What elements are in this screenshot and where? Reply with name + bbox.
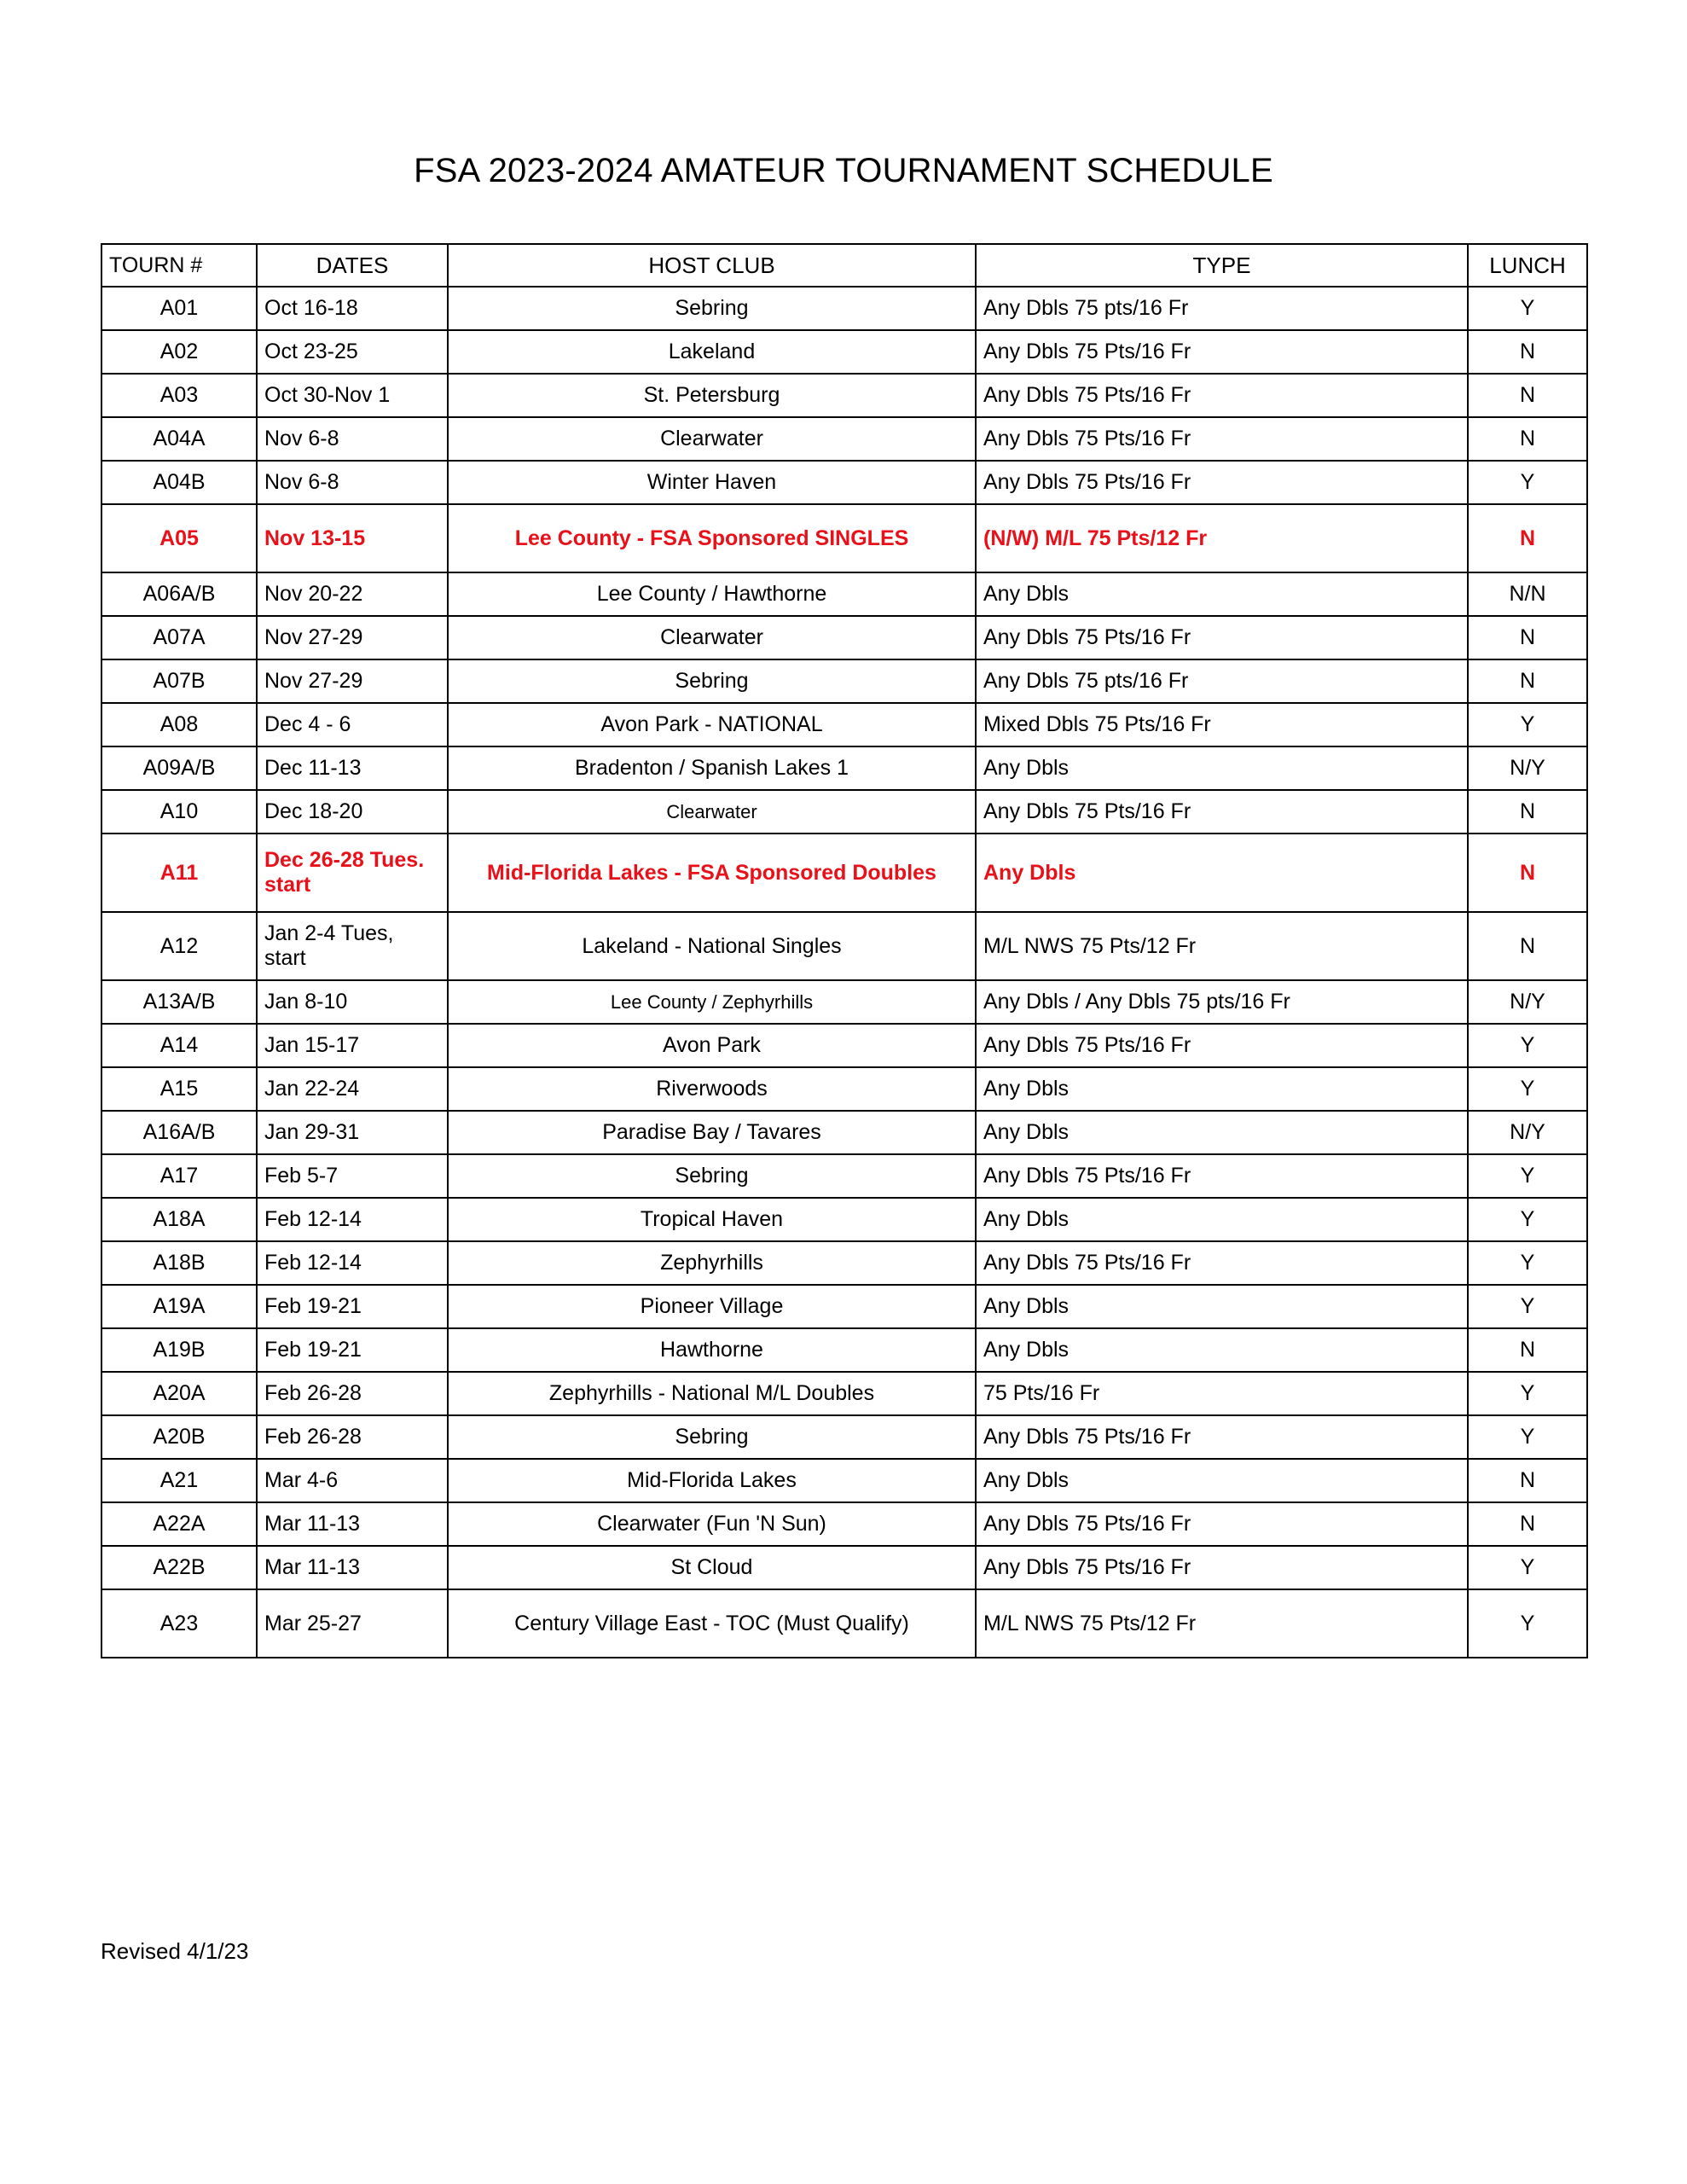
cell-dates: Feb 26-28 xyxy=(257,1415,448,1459)
cell-lunch: Y xyxy=(1468,1067,1587,1111)
cell-type: Any Dbls 75 pts/16 Fr xyxy=(976,659,1468,703)
cell-tourn: A23 xyxy=(101,1589,257,1658)
cell-type: Any Dbls xyxy=(976,1459,1468,1502)
table-row xyxy=(101,1328,1587,1372)
cell-dates: Jan 15-17 xyxy=(257,1024,448,1067)
cell-lunch: N xyxy=(1468,659,1587,703)
cell-lunch: N/N xyxy=(1468,572,1587,616)
table-body xyxy=(101,287,1587,1658)
cell-dates: Mar 11-13 xyxy=(257,1502,448,1546)
cell-tourn: A20B xyxy=(101,1415,257,1459)
table-row xyxy=(101,461,1587,504)
table-row xyxy=(101,1502,1587,1546)
cell-type: Any Dbls xyxy=(976,1198,1468,1241)
cell-tourn: A07B xyxy=(101,659,257,703)
cell-type: (N/W) M/L 75 Pts/12 Fr xyxy=(976,504,1468,572)
cell-lunch: N xyxy=(1468,1502,1587,1546)
cell-type: M/L NWS 75 Pts/12 Fr xyxy=(976,912,1468,980)
cell-tourn: A12 xyxy=(101,912,257,980)
cell-lunch: N xyxy=(1468,790,1587,834)
column-header-type: TYPE xyxy=(976,244,1468,287)
cell-lunch: Y xyxy=(1468,1241,1587,1285)
cell-type: Any Dbls xyxy=(976,1285,1468,1328)
cell-type: Any Dbls 75 Pts/16 Fr xyxy=(976,1415,1468,1459)
cell-tourn: A22A xyxy=(101,1502,257,1546)
cell-lunch: Y xyxy=(1468,1198,1587,1241)
cell-lunch: N/Y xyxy=(1468,746,1587,790)
cell-dates: Jan 8-10 xyxy=(257,980,448,1024)
cell-dates: Nov 6-8 xyxy=(257,417,448,461)
cell-dates: Mar 11-13 xyxy=(257,1546,448,1589)
table-row xyxy=(101,1459,1587,1502)
cell-host: Sebring xyxy=(448,1415,976,1459)
table-row xyxy=(101,616,1587,659)
cell-lunch: Y xyxy=(1468,1024,1587,1067)
cell-type: Any Dbls 75 Pts/16 Fr xyxy=(976,1241,1468,1285)
tournament-schedule-table xyxy=(101,243,1588,1658)
cell-dates: Dec 4 - 6 xyxy=(257,703,448,746)
cell-lunch: Y xyxy=(1468,703,1587,746)
cell-type: Any Dbls 75 Pts/16 Fr xyxy=(976,616,1468,659)
page-title: FSA 2023-2024 AMATEUR TOURNAMENT SCHEDULE xyxy=(414,152,1273,189)
cell-host: Pioneer Village xyxy=(448,1285,976,1328)
cell-type: Any Dbls 75 Pts/16 Fr xyxy=(976,790,1468,834)
table-row xyxy=(101,659,1587,703)
cell-dates: Nov 27-29 xyxy=(257,616,448,659)
table-row xyxy=(101,1415,1587,1459)
cell-tourn: A18B xyxy=(101,1241,257,1285)
cell-tourn: A19B xyxy=(101,1328,257,1372)
cell-dates: Feb 12-14 xyxy=(257,1198,448,1241)
cell-tourn: A02 xyxy=(101,330,257,374)
table-row xyxy=(101,746,1587,790)
table-row xyxy=(101,1241,1587,1285)
cell-tourn: A22B xyxy=(101,1546,257,1589)
cell-lunch: Y xyxy=(1468,1546,1587,1589)
table-row xyxy=(101,1067,1587,1111)
cell-lunch: Y xyxy=(1468,1415,1587,1459)
cell-tourn: A01 xyxy=(101,287,257,330)
cell-type: Any Dbls 75 Pts/16 Fr xyxy=(976,1154,1468,1198)
cell-dates: Dec 18-20 xyxy=(257,790,448,834)
cell-tourn: A05 xyxy=(101,504,257,572)
cell-host: Lee County / Zephyrhills xyxy=(448,980,976,1024)
cell-host: Lee County - FSA Sponsored SINGLES xyxy=(448,504,976,572)
table-row xyxy=(101,504,1587,572)
column-header-lunch: LUNCH xyxy=(1468,244,1587,287)
cell-host: Sebring xyxy=(448,287,976,330)
table-row xyxy=(101,1024,1587,1067)
cell-host: Lee County / Hawthorne xyxy=(448,572,976,616)
cell-dates: Dec 11-13 xyxy=(257,746,448,790)
cell-lunch: Y xyxy=(1468,1154,1587,1198)
cell-dates: Mar 25-27 xyxy=(257,1589,448,1658)
table-row xyxy=(101,417,1587,461)
cell-dates: Jan 2-4 Tues, start xyxy=(257,912,448,980)
cell-dates: Oct 30-Nov 1 xyxy=(257,374,448,417)
table-row xyxy=(101,1546,1587,1589)
cell-host: Zephyrhills xyxy=(448,1241,976,1285)
cell-host: Clearwater (Fun 'N Sun) xyxy=(448,1502,976,1546)
cell-type: Any Dbls 75 Pts/16 Fr xyxy=(976,330,1468,374)
cell-tourn: A17 xyxy=(101,1154,257,1198)
cell-lunch: N/Y xyxy=(1468,980,1587,1024)
table-row xyxy=(101,1154,1587,1198)
cell-type: Any Dbls 75 Pts/16 Fr xyxy=(976,374,1468,417)
cell-lunch: Y xyxy=(1468,1589,1587,1658)
cell-type: Any Dbls 75 Pts/16 Fr xyxy=(976,1502,1468,1546)
cell-dates: Oct 23-25 xyxy=(257,330,448,374)
cell-host: Winter Haven xyxy=(448,461,976,504)
cell-type: Any Dbls xyxy=(976,1111,1468,1154)
cell-tourn: A04B xyxy=(101,461,257,504)
cell-dates: Nov 6-8 xyxy=(257,461,448,504)
table-row xyxy=(101,330,1587,374)
cell-tourn: A08 xyxy=(101,703,257,746)
cell-dates: Oct 16-18 xyxy=(257,287,448,330)
cell-host: Sebring xyxy=(448,1154,976,1198)
cell-host: St Cloud xyxy=(448,1546,976,1589)
cell-dates: Jan 22-24 xyxy=(257,1067,448,1111)
revised-note: Revised 4/1/23 xyxy=(101,1938,249,1964)
cell-tourn: A16A/B xyxy=(101,1111,257,1154)
cell-host: Avon Park xyxy=(448,1024,976,1067)
table-row xyxy=(101,790,1587,834)
cell-host: Mid-Florida Lakes - FSA Sponsored Doubles xyxy=(448,834,976,912)
cell-lunch: N xyxy=(1468,330,1587,374)
cell-lunch: N/Y xyxy=(1468,1111,1587,1154)
cell-dates: Feb 5-7 xyxy=(257,1154,448,1198)
cell-lunch: Y xyxy=(1468,1372,1587,1415)
cell-tourn: A19A xyxy=(101,1285,257,1328)
cell-type: Mixed Dbls 75 Pts/16 Fr xyxy=(976,703,1468,746)
cell-dates: Mar 4-6 xyxy=(257,1459,448,1502)
table-row xyxy=(101,834,1587,912)
cell-host: Hawthorne xyxy=(448,1328,976,1372)
cell-host: Clearwater xyxy=(448,616,976,659)
cell-host: Clearwater xyxy=(448,417,976,461)
cell-tourn: A21 xyxy=(101,1459,257,1502)
table-row xyxy=(101,1111,1587,1154)
table-row xyxy=(101,980,1587,1024)
table-row xyxy=(101,374,1587,417)
cell-host: Zephyrhills - National M/L Doubles xyxy=(448,1372,976,1415)
table-row xyxy=(101,703,1587,746)
cell-dates: Nov 20-22 xyxy=(257,572,448,616)
cell-lunch: N xyxy=(1468,417,1587,461)
cell-dates: Dec 26-28 Tues. start xyxy=(257,834,448,912)
cell-tourn: A10 xyxy=(101,790,257,834)
cell-lunch: N xyxy=(1468,374,1587,417)
cell-tourn: A06A/B xyxy=(101,572,257,616)
cell-host: Clearwater xyxy=(448,790,976,834)
cell-tourn: A20A xyxy=(101,1372,257,1415)
cell-tourn: A04A xyxy=(101,417,257,461)
cell-tourn: A14 xyxy=(101,1024,257,1067)
cell-type: Any Dbls xyxy=(976,1067,1468,1111)
cell-host: Bradenton / Spanish Lakes 1 xyxy=(448,746,976,790)
cell-type: Any Dbls 75 Pts/16 Fr xyxy=(976,461,1468,504)
cell-dates: Nov 27-29 xyxy=(257,659,448,703)
cell-host: St. Petersburg xyxy=(448,374,976,417)
cell-lunch: N xyxy=(1468,1459,1587,1502)
cell-type: Any Dbls xyxy=(976,746,1468,790)
schedule-table-container xyxy=(101,243,1586,1658)
cell-lunch: N xyxy=(1468,504,1587,572)
cell-lunch: Y xyxy=(1468,287,1587,330)
cell-type: 75 Pts/16 Fr xyxy=(976,1372,1468,1415)
cell-host: Century Village East - TOC (Must Qualify) xyxy=(448,1589,976,1658)
cell-host: Avon Park - NATIONAL xyxy=(448,703,976,746)
cell-lunch: N xyxy=(1468,1328,1587,1372)
table-row xyxy=(101,1372,1587,1415)
cell-dates: Feb 12-14 xyxy=(257,1241,448,1285)
table-header-row xyxy=(101,244,1587,287)
cell-lunch: N xyxy=(1468,912,1587,980)
cell-lunch: Y xyxy=(1468,1285,1587,1328)
cell-tourn: A07A xyxy=(101,616,257,659)
cell-tourn: A11 xyxy=(101,834,257,912)
cell-type: Any Dbls xyxy=(976,572,1468,616)
cell-type: M/L NWS 75 Pts/12 Fr xyxy=(976,1589,1468,1658)
cell-lunch: Y xyxy=(1468,461,1587,504)
table-header xyxy=(101,244,1587,287)
cell-host: Paradise Bay / Tavares xyxy=(448,1111,976,1154)
cell-type: Any Dbls 75 Pts/16 Fr xyxy=(976,417,1468,461)
column-header-tourn: TOURN # xyxy=(101,244,257,287)
cell-type: Any Dbls xyxy=(976,1328,1468,1372)
cell-tourn: A03 xyxy=(101,374,257,417)
cell-dates: Feb 26-28 xyxy=(257,1372,448,1415)
cell-dates: Jan 29-31 xyxy=(257,1111,448,1154)
cell-tourn: A18A xyxy=(101,1198,257,1241)
cell-host: Lakeland xyxy=(448,330,976,374)
cell-dates: Nov 13-15 xyxy=(257,504,448,572)
cell-type: Any Dbls 75 pts/16 Fr xyxy=(976,287,1468,330)
column-header-host: HOST CLUB xyxy=(448,244,976,287)
cell-host: Sebring xyxy=(448,659,976,703)
table-row xyxy=(101,572,1587,616)
cell-dates: Feb 19-21 xyxy=(257,1328,448,1372)
table-row xyxy=(101,912,1587,980)
cell-tourn: A09A/B xyxy=(101,746,257,790)
cell-type: Any Dbls 75 Pts/16 Fr xyxy=(976,1546,1468,1589)
cell-host: Tropical Haven xyxy=(448,1198,976,1241)
cell-type: Any Dbls / Any Dbls 75 pts/16 Fr xyxy=(976,980,1468,1024)
cell-host: Lakeland - National Singles xyxy=(448,912,976,980)
cell-lunch: N xyxy=(1468,834,1587,912)
cell-host: Riverwoods xyxy=(448,1067,976,1111)
cell-lunch: N xyxy=(1468,616,1587,659)
cell-type: Any Dbls 75 Pts/16 Fr xyxy=(976,1024,1468,1067)
cell-tourn: A15 xyxy=(101,1067,257,1111)
cell-tourn: A13A/B xyxy=(101,980,257,1024)
cell-dates: Feb 19-21 xyxy=(257,1285,448,1328)
table-row xyxy=(101,287,1587,330)
table-row xyxy=(101,1589,1587,1658)
cell-type: Any Dbls xyxy=(976,834,1468,912)
column-header-dates: DATES xyxy=(257,244,448,287)
table-row xyxy=(101,1198,1587,1241)
table-row xyxy=(101,1285,1587,1328)
cell-host: Mid-Florida Lakes xyxy=(448,1459,976,1502)
